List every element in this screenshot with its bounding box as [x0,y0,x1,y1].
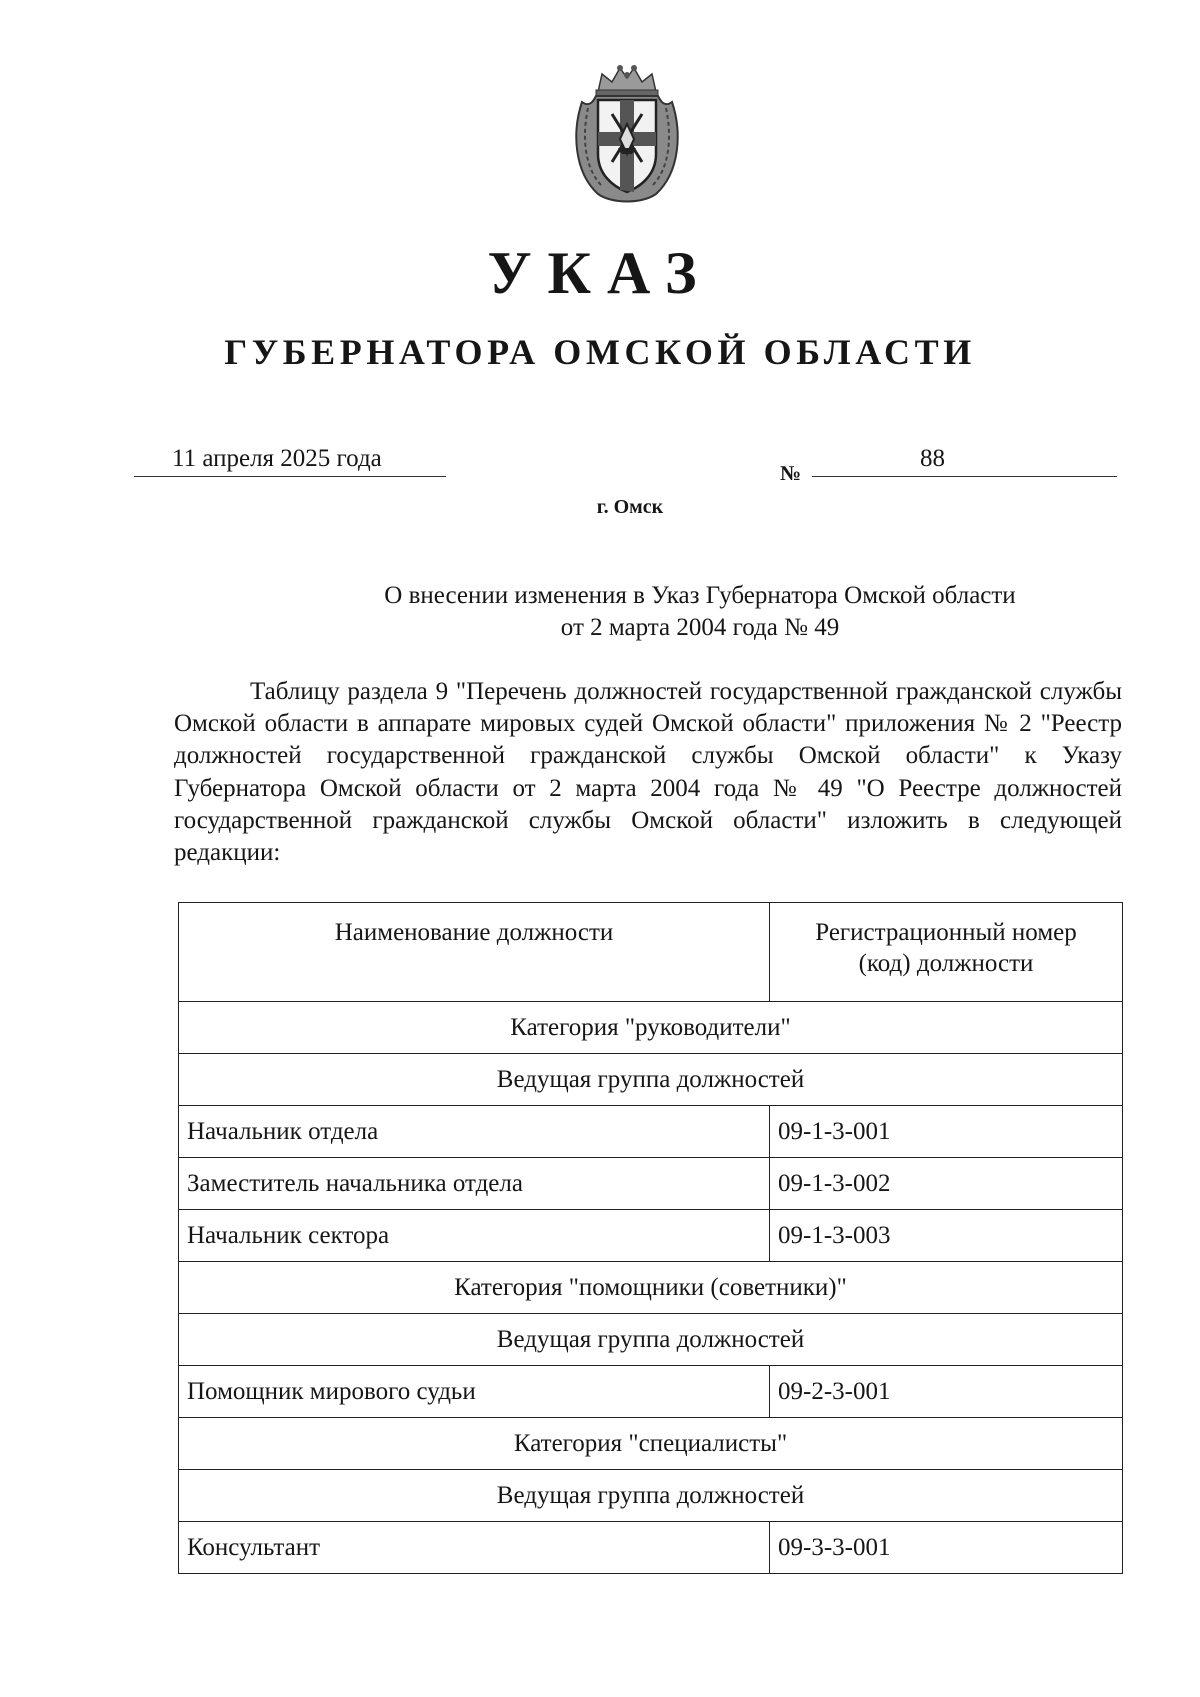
table-row [179,1158,1123,1210]
decree-date: 11 апреля 2025 года [172,445,382,472]
position-name: Помощник мирового судьи [179,1366,770,1418]
position-code: 09-2-3-001 [770,1366,1123,1418]
number-underline [812,476,1117,477]
position-code: 09-1-3-001 [770,1106,1123,1158]
table-section-row [179,1054,1123,1106]
col-header-code-line-2: (код) должности [858,950,1034,977]
position-code: 09-1-3-003 [770,1210,1123,1262]
col-header-code-line-1: Регистрационный номер [815,919,1077,946]
position-name: Консультант [179,1522,770,1574]
table-section-row [179,1314,1123,1366]
col-header-position: Наименование должности [179,903,770,1002]
position-code: 09-1-3-002 [770,1158,1123,1210]
section-group-leading: Ведущая группа должностей [179,1314,1123,1366]
section-group-leading: Ведущая группа должностей [179,1054,1123,1106]
table-section-row [179,1418,1123,1470]
decree-city: г. Омск [596,496,664,518]
table-row [179,1522,1123,1574]
col-header-code [770,903,1123,1002]
table-section-row [179,1470,1123,1522]
section-category-specialists: Категория "специалисты" [179,1418,1123,1470]
table-section-row [179,1002,1123,1054]
table-section-row [179,1262,1123,1314]
position-name: Начальник отдела [179,1106,770,1158]
document-issuer: ГУБЕРНАТОРА ОМСКОЙ ОБЛАСТИ [224,332,976,372]
section-group-leading: Ведущая группа должностей [179,1470,1123,1522]
table-row [179,1366,1123,1418]
decree-body-text: Таблицу раздела 9 "Перечень должностей государственной гражданской службы Омской области в аппарате мировых судей Омской области" приложения № 2 "Реестр должностей государственной гражданской службы Омской области" к Указу Губернатора Омской области от 2 марта 2004 года № 49 "О Реестре должностей государственной гражданской службы Омской области" изложить в следующей редакции: [174,678,1122,867]
date-underline [134,476,446,477]
table-header-row [179,903,1123,1002]
table-row [179,1210,1123,1262]
subject-line-2: от 2 марта 2004 года № 49 [560,614,840,641]
table-row [179,1106,1123,1158]
position-name: Начальник сектора [179,1210,770,1262]
number-sign: № [780,461,802,485]
subject-line-1: О внесении изменения в Указ Губернатора Омской области [384,582,1016,609]
decree-subject [300,580,1100,644]
coat-of-arms-emblem [568,62,686,206]
section-category-heads: Категория "руководители" [179,1002,1123,1054]
decree-number: 88 [920,445,945,472]
section-category-assistants: Категория "помощники (советники)" [179,1262,1123,1314]
document-title: УКАЗ [487,240,713,306]
positions-table [178,902,1123,1574]
position-name: Заместитель начальника отдела [179,1158,770,1210]
position-code: 09-3-3-001 [770,1522,1123,1574]
